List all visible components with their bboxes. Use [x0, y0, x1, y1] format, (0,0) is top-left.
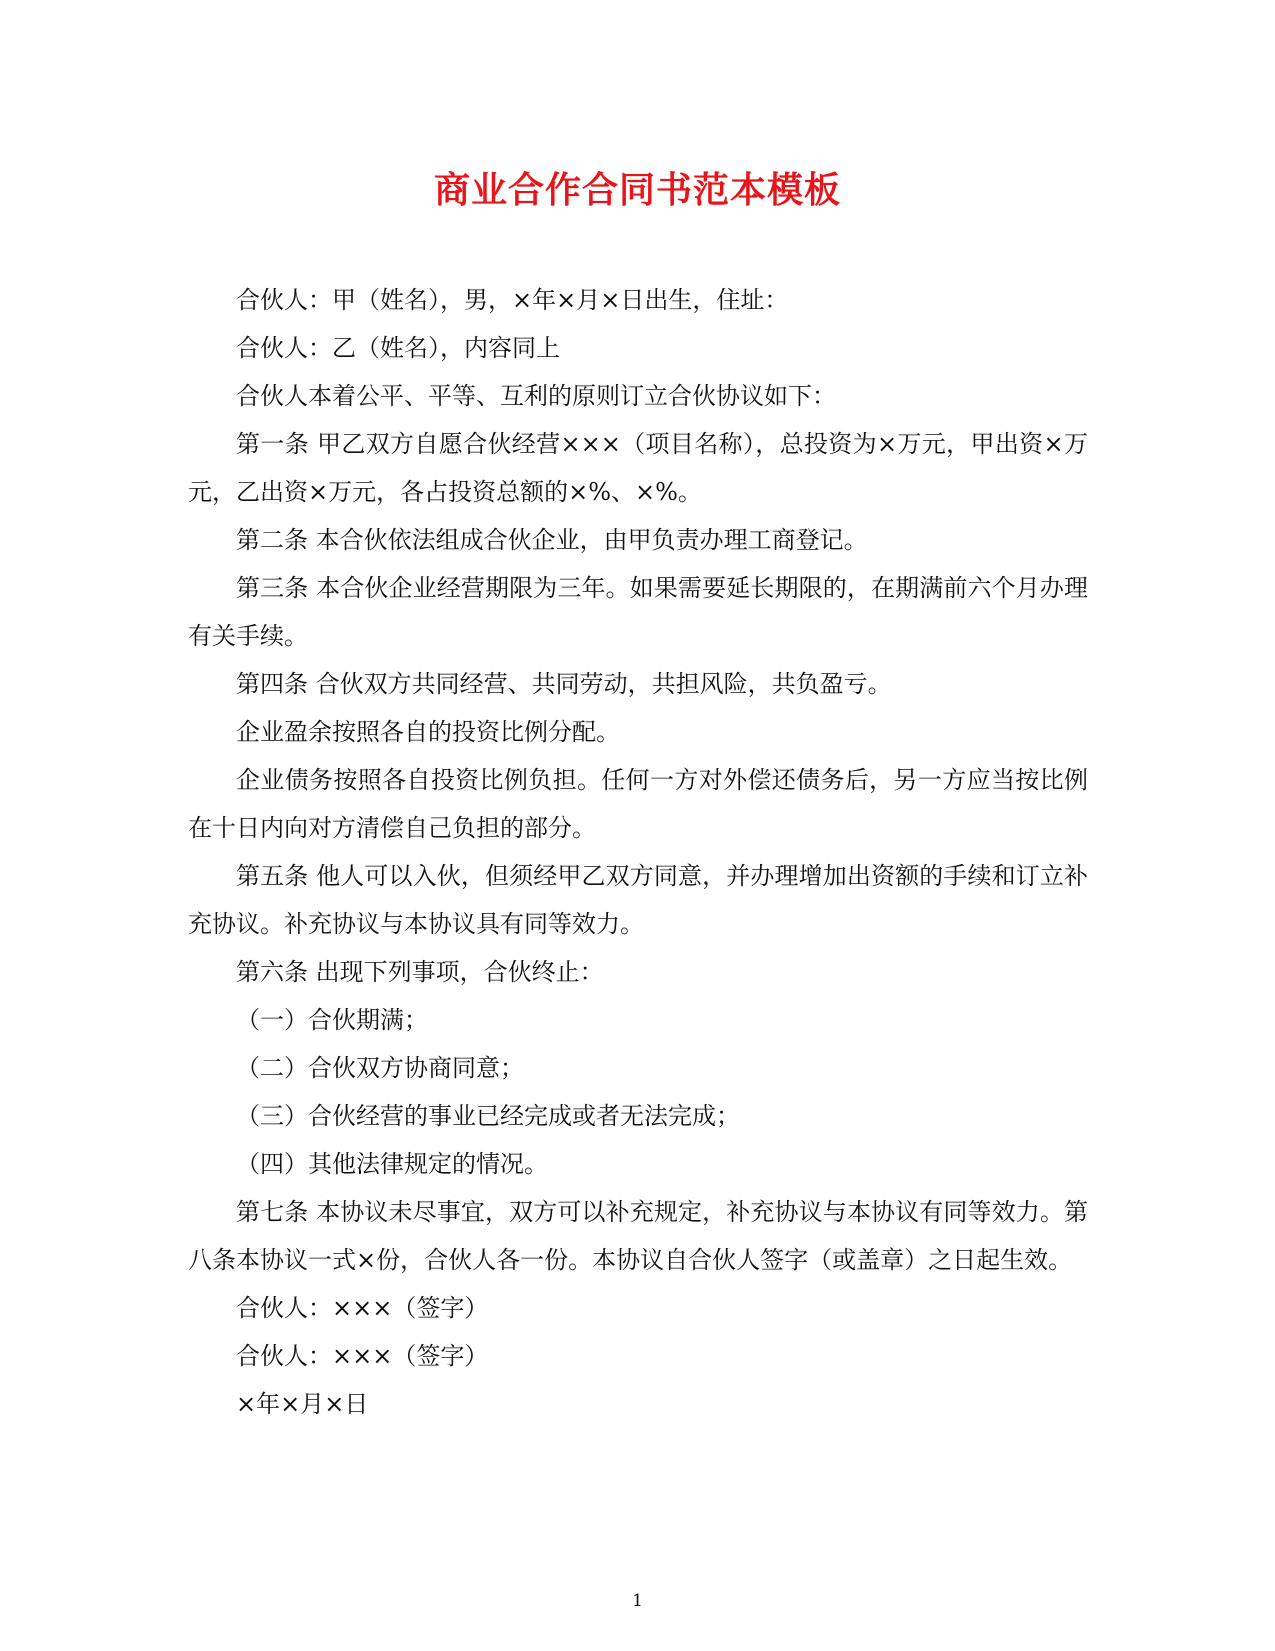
- signature-line-partner-1: 合伙人：×××（签字）: [236, 1294, 489, 1322]
- page-number: 1: [632, 1591, 643, 1611]
- paragraph-article-7-8: 第七条 本协议未尽事宜，双方可以补充规定，补充协议与本协议有同等效力。第八条本协议一式×份，合伙人各一份。本协议自合伙人签字（或盖章）之日起生效。: [188, 1198, 1088, 1274]
- paragraph-article-2: 第二条 本合伙依法组成合伙企业，由甲负责办理工商登记。: [236, 526, 868, 554]
- paragraph-debt-sharing: 企业债务按照各自投资比例负担。任何一方对外偿还债务后，另一方应当按比例在十日内向对方清偿自己负担的部分。: [188, 766, 1088, 842]
- paragraph-article-6: 第六条 出现下列事项，合伙终止：: [236, 958, 604, 986]
- signature-line-partner-2: 合伙人：×××（签字）: [236, 1342, 489, 1370]
- paragraph-partner-a: 合伙人：甲（姓名），男，×年×月×日出生，住址：: [236, 286, 789, 314]
- paragraph-partner-b: 合伙人：乙（姓名），内容同上: [236, 334, 560, 362]
- list-item-termination-3: （三）合伙经营的事业已经完成或者无法完成；: [236, 1102, 740, 1130]
- document-title: 商业合作合同书范本模板: [433, 169, 841, 211]
- list-item-termination-1: （一）合伙期满；: [236, 1006, 428, 1034]
- paragraph-preamble: 合伙人本着公平、平等、互利的原则订立合伙协议如下：: [236, 382, 836, 410]
- signature-date: ×年×月×日: [236, 1390, 369, 1418]
- list-item-termination-4: （四）其他法律规定的情况。: [236, 1150, 548, 1178]
- list-item-termination-2: （二）合伙双方协商同意；: [236, 1054, 524, 1082]
- paragraph-profit-distribution: 企业盈余按照各自的投资比例分配。: [236, 718, 620, 746]
- paragraph-article-4: 第四条 合伙双方共同经营、共同劳动，共担风险，共负盈亏。: [236, 670, 892, 698]
- paragraph-article-1: 第一条 甲乙双方自愿合伙经营×××（项目名称），总投资为×万元，甲出资×万元，乙出资×万元，各占投资总额的×%、×%。: [188, 430, 1088, 506]
- paragraph-article-5: 第五条 他人可以入伙，但须经甲乙双方同意，并办理增加出资额的手续和订立补充协议。补充协议与本协议具有同等效力。: [188, 862, 1088, 938]
- document-body: [188, 276, 1088, 1428]
- paragraph-article-3: 第三条 本合伙企业经营期限为三年。如果需要延长期限的，在期满前六个月办理有关手续。: [188, 574, 1088, 650]
